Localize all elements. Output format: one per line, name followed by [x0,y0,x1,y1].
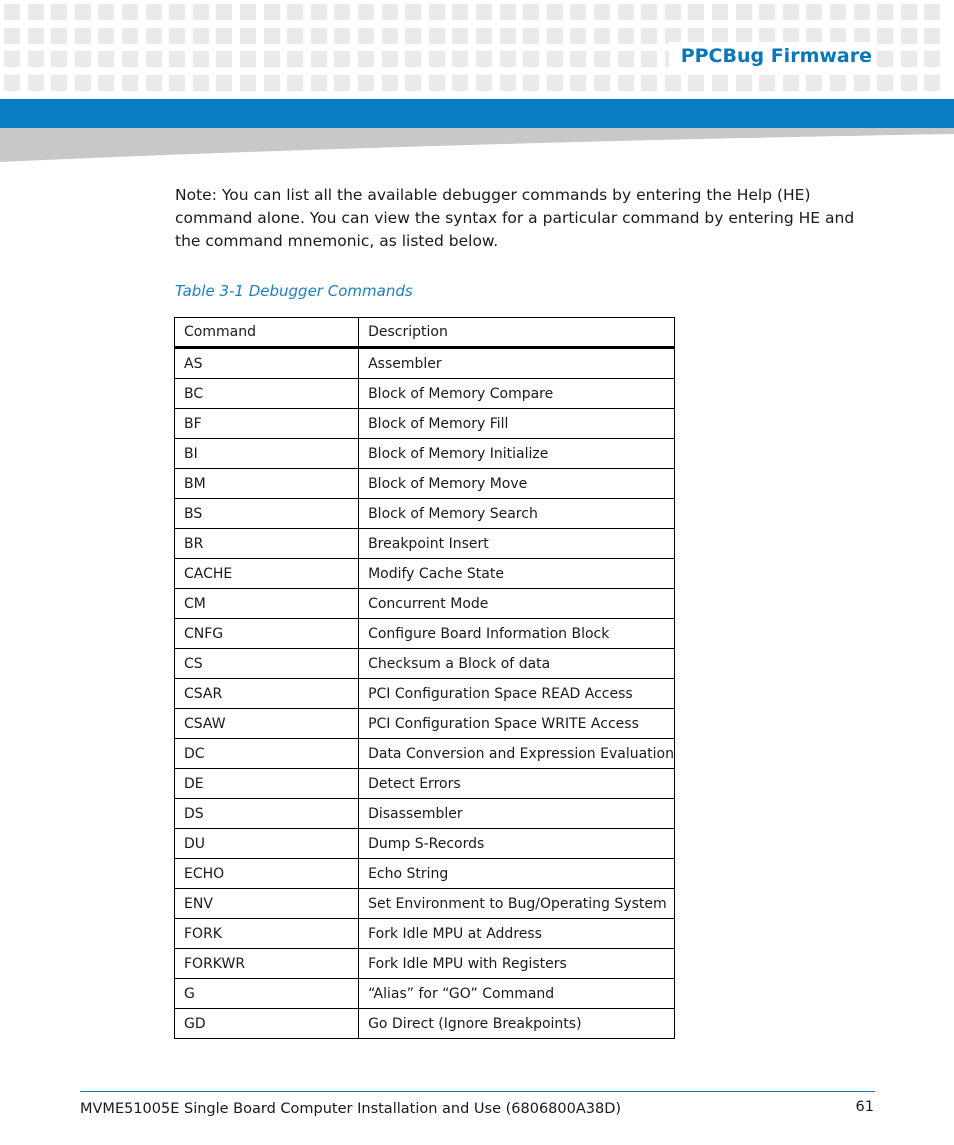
header-tile [28,4,44,20]
description-cell: Block of Memory Move [359,469,675,499]
header-tile [429,75,445,91]
header-tile [358,4,374,20]
header-tile [240,75,256,91]
table-row [175,949,675,979]
table-row [175,739,675,769]
header-tile [264,51,280,67]
header-tile [382,51,398,67]
header-tile [122,51,138,67]
header-tile [570,28,586,44]
header-tile [240,4,256,20]
header-tile [712,75,728,91]
description-cell: Block of Memory Search [359,499,675,529]
description-cell: Disassembler [359,799,675,829]
header-tile [500,4,516,20]
header-tile [452,4,468,20]
command-cell: ECHO [175,859,359,889]
table-row [175,769,675,799]
header-tile [429,28,445,44]
header-tile [4,28,20,44]
header-tile [98,51,114,67]
header-tile [216,51,232,67]
header-tile [877,28,893,44]
header-tile [216,75,232,91]
table-row [175,529,675,559]
description-cell: Data Conversion and Expression Evaluation [359,739,675,769]
header-tile [311,75,327,91]
header-tile [736,4,752,20]
command-cell: ENV [175,889,359,919]
header-tile [358,75,374,91]
header-tile [854,75,870,91]
column-header-description: Description [359,318,675,348]
header-tile [618,51,634,67]
table-row [175,559,675,589]
header-tile [287,51,303,67]
header-tile [240,51,256,67]
header-tile [334,51,350,67]
header-tile [476,28,492,44]
command-cell: CM [175,589,359,619]
description-cell: Detect Errors [359,769,675,799]
footer-page-number: 61 [855,1099,874,1115]
command-cell: BF [175,409,359,439]
description-cell: PCI Configuration Space READ Access [359,679,675,709]
table-caption: Table 3-1 Debugger Commands [175,282,413,300]
header-tile [547,4,563,20]
command-cell: CACHE [175,559,359,589]
header-accent-bar [0,99,954,128]
table-row [175,649,675,679]
description-cell: Configure Board Information Block [359,619,675,649]
description-cell: “Alias” for “GO” Command [359,979,675,1009]
table-row [175,859,675,889]
header-tile [193,51,209,67]
header-tile [594,28,610,44]
command-cell: BM [175,469,359,499]
header-tile [594,51,610,67]
header-tile [28,51,44,67]
header-tile [287,75,303,91]
header-tile [75,28,91,44]
header-tile [688,4,704,20]
description-cell: Set Environment to Bug/Operating System [359,889,675,919]
table-row [175,1009,675,1039]
header-tile [476,51,492,67]
table-row [175,679,675,709]
header-tile [500,51,516,67]
table-row [175,829,675,859]
header-tile [901,4,917,20]
header-tile [901,28,917,44]
description-cell: Block of Memory Fill [359,409,675,439]
header-tile [240,28,256,44]
header-tile [264,75,280,91]
header-tile [216,28,232,44]
header-tile [429,4,445,20]
header-tile [806,75,822,91]
description-cell: Dump S-Records [359,829,675,859]
header-tile [169,51,185,67]
command-cell: AS [175,348,359,379]
header-tile [924,51,940,67]
table-row [175,499,675,529]
table-row [175,439,675,469]
header-tile [736,75,752,91]
header-tile [358,28,374,44]
header-tile [264,4,280,20]
header-tile [641,51,657,67]
table-row [175,889,675,919]
header-tile [594,75,610,91]
header-tile [806,4,822,20]
header-tile [759,4,775,20]
header-tile [75,51,91,67]
command-cell: BR [175,529,359,559]
header-tile [830,4,846,20]
command-cell: GD [175,1009,359,1039]
header-tile [523,4,539,20]
header-tile [146,28,162,44]
header-tile [665,75,681,91]
header-tile [901,75,917,91]
header-tile [311,4,327,20]
header-tile [924,28,940,44]
command-cell: CSAW [175,709,359,739]
header-tile [712,4,728,20]
command-cell: BC [175,379,359,409]
header-tile [452,51,468,67]
header-tile [500,75,516,91]
header-tile [665,4,681,20]
header-tile [594,4,610,20]
header-tile [169,4,185,20]
header-tile [311,28,327,44]
header-tile [51,51,67,67]
header-tile [830,75,846,91]
page-header-title: PPCBug Firmware [669,42,872,70]
header-tile [618,75,634,91]
description-cell: Echo String [359,859,675,889]
header-tile [264,28,280,44]
header-tile [334,28,350,44]
note-paragraph: Note: You can list all the available debugger commands by entering the Help (HE) command alone. You can view the syntax for a particular command by entering HE and the command mnemonic, as listed below. [175,186,855,250]
header-tile [877,4,893,20]
header-tile [924,75,940,91]
header-tile [311,51,327,67]
header-tile [641,75,657,91]
table-row [175,379,675,409]
header-tile [783,4,799,20]
header-tile [334,75,350,91]
header-tile [4,4,20,20]
command-cell: BI [175,439,359,469]
header-tile [641,4,657,20]
header-tile [98,28,114,44]
description-cell: Assembler [359,348,675,379]
description-cell: PCI Configuration Space WRITE Access [359,709,675,739]
debugger-commands-table [174,317,675,1039]
header-tile [382,4,398,20]
header-tile [783,75,799,91]
command-cell: DE [175,769,359,799]
description-cell: Concurrent Mode [359,589,675,619]
header-tile [452,75,468,91]
command-cell: BS [175,499,359,529]
table-row [175,709,675,739]
command-cell: DU [175,829,359,859]
header-tile [547,28,563,44]
header-tile [75,75,91,91]
footer-document-title: MVME51005E Single Board Computer Installation and Use (6806800A38D) [80,1101,622,1117]
header-tile [287,28,303,44]
column-header-command: Command [175,318,359,348]
header-tile [405,4,421,20]
header-tile [146,75,162,91]
command-cell: FORKWR [175,949,359,979]
header-tile [854,4,870,20]
header-tile [641,28,657,44]
header-tile [169,75,185,91]
header-tile [98,75,114,91]
table-row [175,409,675,439]
header-tile [523,75,539,91]
description-cell: Checksum a Block of data [359,649,675,679]
header-tile [334,4,350,20]
table-body [175,348,675,1039]
header-tile [547,51,563,67]
header-tile [500,28,516,44]
table-row [175,979,675,1009]
header-tile [169,28,185,44]
command-cell: G [175,979,359,1009]
table-row [175,469,675,499]
command-cell: FORK [175,919,359,949]
header-tile [476,4,492,20]
header-gray-swoosh [0,128,954,164]
description-cell: Fork Idle MPU with Registers [359,949,675,979]
command-cell: CNFG [175,619,359,649]
command-cell: CSAR [175,679,359,709]
table-row [175,919,675,949]
command-cell: CS [175,649,359,679]
header-tile [193,4,209,20]
command-cell: DS [175,799,359,829]
table-row [175,589,675,619]
header-tile [924,4,940,20]
description-cell: Modify Cache State [359,559,675,589]
header-tile [382,75,398,91]
header-tile [570,51,586,67]
header-tile [51,4,67,20]
header-tile [146,51,162,67]
header-tile [405,28,421,44]
header-tile [382,28,398,44]
header-tile [4,75,20,91]
header-tile [216,4,232,20]
table-header-row [175,318,675,348]
header-tile [405,75,421,91]
header-tile [28,28,44,44]
header-tile [901,51,917,67]
header-tile [75,4,91,20]
header-tile [570,4,586,20]
description-cell: Go Direct (Ignore Breakpoints) [359,1009,675,1039]
header-tile [122,4,138,20]
header-tile [193,28,209,44]
header-tile [358,51,374,67]
header-tile [877,75,893,91]
header-tile [618,4,634,20]
header-tile [98,4,114,20]
header-tile [146,4,162,20]
header-tile [193,75,209,91]
header-tile [877,51,893,67]
header-tile [429,51,445,67]
description-cell: Block of Memory Compare [359,379,675,409]
footer-rule [80,1091,875,1092]
command-cell: DC [175,739,359,769]
description-cell: Fork Idle MPU at Address [359,919,675,949]
header-tile [476,75,492,91]
header-tile [51,75,67,91]
header-tile [688,75,704,91]
header-tile [523,28,539,44]
header-tile [28,75,44,91]
table-row [175,799,675,829]
header-tile [759,75,775,91]
table-row [175,619,675,649]
header-tile [618,28,634,44]
table-row [175,348,675,379]
header-tile [452,28,468,44]
description-cell: Block of Memory Initialize [359,439,675,469]
header-tile [51,28,67,44]
description-cell: Breakpoint Insert [359,529,675,559]
header-tile [287,4,303,20]
header-tile [122,75,138,91]
header-tile [122,28,138,44]
header-tile [4,51,20,67]
header-tile [405,51,421,67]
header-tile [547,75,563,91]
header-tile [523,51,539,67]
header-tile [570,75,586,91]
